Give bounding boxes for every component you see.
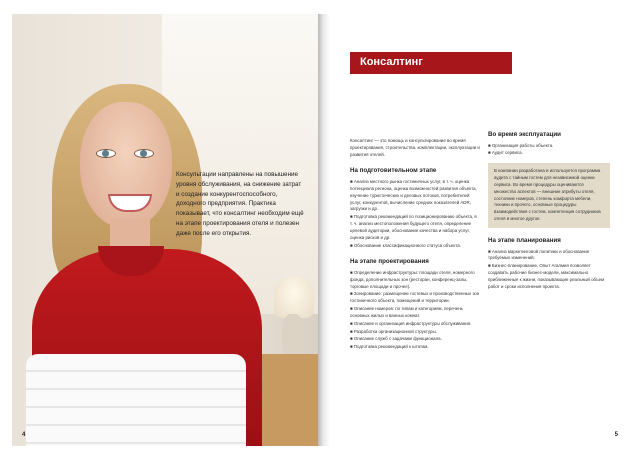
- list-item: ■ Описание служб с задачами функционала.: [350, 336, 442, 342]
- list-item: ■ Бизнес-планирование. Опыт Агалмия позволяет создавать рабочие бизнес-модели, максимально приближенные к жизни, показывающие реальный объем работ и сроки исполнения проекта.: [488, 263, 605, 289]
- mystery-guest-note: В компании разработана и используется программа аудита с тайным гостем для независимой оценки сервиса. Во время процедуры оцениваются множество аспектов — внешние атрибуты отеля, состояние номеров, степень комфорта мебели, техники и прочего, основные процедуры взаимодействия с гостем, компетенция сотрудников отеля и многое другое.: [488, 163, 610, 228]
- list-item: ■ Обоснование классификационного статуса объекта.: [350, 242, 461, 248]
- list-item: ■ Описание и организация инфраструктуры обслуживания.: [350, 320, 472, 326]
- list-item: ■ Аудит сервиса.: [488, 150, 523, 156]
- heading-preparatory-stage: На подготовительном этапе: [350, 167, 437, 175]
- consulting-definition: Консалтинг — это помощь и консультирование во время проектирования, строительства, комплектации, эксплуатации и развития отелей.: [350, 138, 480, 157]
- right-page: [330, 14, 628, 446]
- heading-planning-stage: На этапе планирования: [488, 236, 561, 244]
- lamp-base: [282, 314, 304, 354]
- heading-design-stage: На этапе проектирования: [350, 258, 429, 266]
- right-eye: [134, 149, 154, 158]
- list-item: ■ Анализ маркетинговой политики и обоснование требуемых изменений.: [488, 248, 590, 261]
- list-item: ■ Разработка организационной структуры.: [350, 328, 437, 334]
- section-banner: [350, 52, 512, 74]
- list-item: ■ Определение инфраструктуры: площади отеля, номерного фонда, дополнительных зон (ресторан, конференц-залы, торговые площади и прочее).: [350, 269, 475, 289]
- brochure-spread: [12, 14, 628, 446]
- list-item: ■ Зонирование: размещение гостевых и производственных зон гостиничного объекта, помещений и территории.: [350, 291, 480, 304]
- list-item: ■ Подготовка рекомендаций к штатам.: [350, 344, 429, 350]
- book-gutter: [318, 14, 330, 446]
- list-item: ■ Описание номеров: по типам и категориям, перечень основных жилых и ванных комнат.: [350, 306, 463, 318]
- list-item: ■ Подготовка рекомендаций по позиционированию объекта, в т. ч. анализ местоположения будущего отеля, определение целевой аудитории, обоснование качества и набора услуг, оценка рисков и др.: [350, 214, 477, 240]
- page-number-right: 5: [614, 432, 618, 438]
- list-item: ■ Анализ местного рынка гостиничных услуг, в т. ч. оценка потенциала региона, оценка возможностей развития объекта, изучение туристических и деловых потоков, потребителей услуг, конкурентов, вычисление средних показателей ADR, загрузки и др.: [350, 179, 477, 212]
- intro-paragraph: Консультации направлены на повышение уровня обслуживания, на снижение затрат и создание конкурентоспособного, доходного предприятия. Практика показывает, что консалтинг необходим ещё на этапе проектирования отеля и полезен даже после его открытия.: [176, 171, 304, 237]
- lamp-shade: [274, 276, 314, 318]
- left-page: [12, 14, 318, 446]
- left-eye: [96, 149, 116, 158]
- section-title: Консалтинг: [360, 56, 423, 68]
- right-column: [488, 131, 610, 291]
- list-item: ■ Организация работы объекта.: [488, 142, 554, 148]
- left-column: [350, 138, 480, 352]
- page-number-left: 4: [22, 432, 26, 438]
- towel-stack: [26, 354, 246, 446]
- heading-operation-stage: Во время эксплуатации: [488, 131, 561, 138]
